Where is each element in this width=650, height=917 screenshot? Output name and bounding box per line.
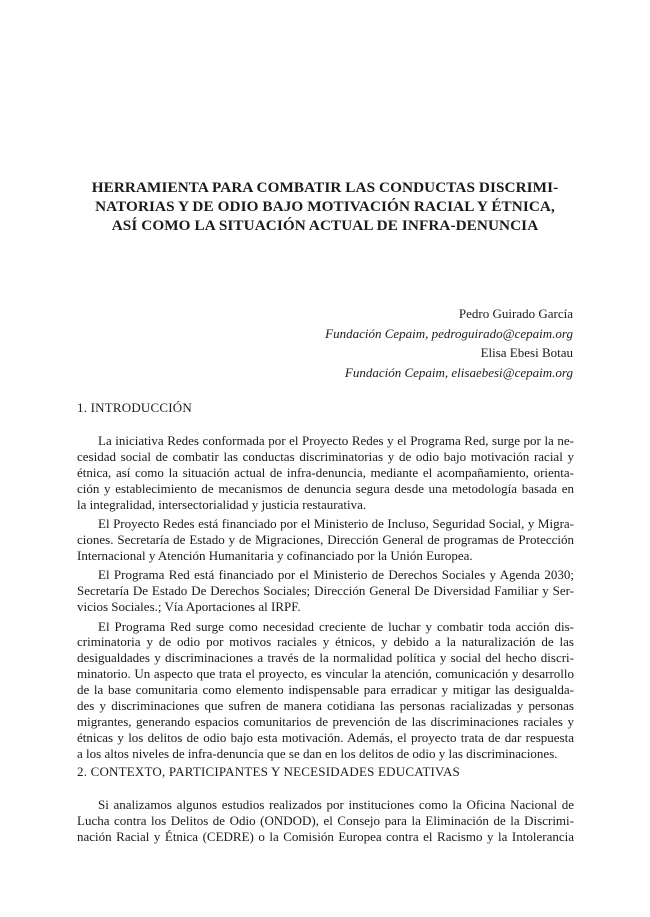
text-line: migrantes, generando espacios comunitarios de prevención de las discriminaciones raciales y bbox=[77, 713, 574, 729]
text-line: étnica, así como la situación actual de infra-denuncia, mediante el acompañamiento, orienta- bbox=[77, 464, 574, 480]
text-line: desigualdades y discriminaciones a través de la normalidad política y social del hecho discri- bbox=[77, 650, 574, 666]
text-line: la integralidad, intersectorialidad y justicia restaurativa. bbox=[77, 496, 367, 512]
text-line: Internacional y Atención Humanitaria y cofinanciado por la Unión Europea. bbox=[77, 547, 473, 563]
author-block bbox=[173, 304, 573, 382]
section2-body bbox=[77, 797, 574, 845]
text-line: des y discriminaciones que sufren de manera cotidiana las personas racializadas y personas bbox=[77, 698, 574, 714]
paper-title bbox=[70, 178, 580, 235]
text-line: El Programa Red surge como necesidad creciente de luchar y combatir toda acción dis- bbox=[98, 618, 574, 634]
author-name: Elisa Ebesi Botau bbox=[480, 345, 573, 360]
section-heading-contexto: 2. CONTEXTO, PARTICIPANTES Y NECESIDADES EDUCATIVAS bbox=[77, 764, 460, 779]
author-affiliation: Fundación Cepaim, pedroguirado@cepaim.org bbox=[325, 325, 573, 341]
text-line: nación Racial y Étnica (CEDRE) o la Comisión Europea contra el Racismo y la Intolerancia bbox=[77, 828, 574, 844]
text-line: minatorio. Un aspecto que trata el proyecto, es vincular la atención, comunicación y desarrollo bbox=[77, 666, 574, 682]
text-line: Si analizamos algunos estudios realizados por instituciones como la Oficina Nacional de bbox=[98, 797, 574, 812]
title-line: HERRAMIENTA PARA COMBATIR LAS CONDUCTAS DISCRIMI- bbox=[91, 179, 559, 196]
text-line: criminatoria y de odio por motivos raciales y étnicos, y debido a la naturalización de las bbox=[77, 634, 574, 650]
text-line: vicios Sociales.; Vía Aportaciones al IRPF. bbox=[77, 599, 301, 615]
text-line: étnicas y los delitos de odio bajo esta motivación. Además, el proyecto trata de dar respuesta bbox=[77, 729, 574, 745]
text-line: de la base comunitaria como elemento indispensable para erradicar y mitigar las desigualda- bbox=[77, 682, 574, 698]
section-heading-introduccion: 1. INTRODUCCIÓN bbox=[77, 400, 192, 415]
author-affiliation: Fundación Cepaim, elisaebesi@cepaim.org bbox=[344, 364, 573, 380]
title-line: NATORIAS Y DE ODIO BAJO MOTIVACIÓN RACIAL Y ÉTNICA, bbox=[95, 198, 555, 215]
text-line: La iniciativa Redes conformada por el Proyecto Redes y el Programa Red, surge por la ne- bbox=[98, 433, 574, 448]
title-line: ASÍ COMO LA SITUACIÓN ACTUAL DE INFRA-DENUNCIA bbox=[111, 217, 539, 234]
text-line: ción y establecimiento de mecanismos de denuncia segura desde una metodología basada en bbox=[77, 480, 574, 496]
author-name: Pedro Guirado García bbox=[458, 306, 573, 321]
text-line: a los altos niveles de infra-denuncia que se dan en los delitos de odio y las discriminaciones. bbox=[77, 745, 558, 761]
text-line: El Proyecto Redes está financiado por el Ministerio de Incluso, Seguridad Social, y Migra- bbox=[98, 516, 574, 532]
text-line: El Programa Red está financiado por el Ministerio de Derechos Sociales y Agenda 2030; bbox=[98, 567, 574, 583]
text-line: ciones. Secretaría de Estado y de Migraciones, Dirección General de programas de Protección bbox=[77, 531, 574, 547]
section1-body bbox=[77, 433, 574, 762]
text-line: Secretaría De Estado De Derechos Sociales; Dirección General De Diversidad Familiar y Ser- bbox=[77, 583, 574, 599]
text-line: Lucha contra los Delitos de Odio (ONDOD), el Consejo para la Eliminación de la Discrimi- bbox=[77, 812, 574, 828]
text-line: cesidad social de combatir las conductas discriminatorias y de odio bajo motivación racial y bbox=[77, 448, 574, 464]
